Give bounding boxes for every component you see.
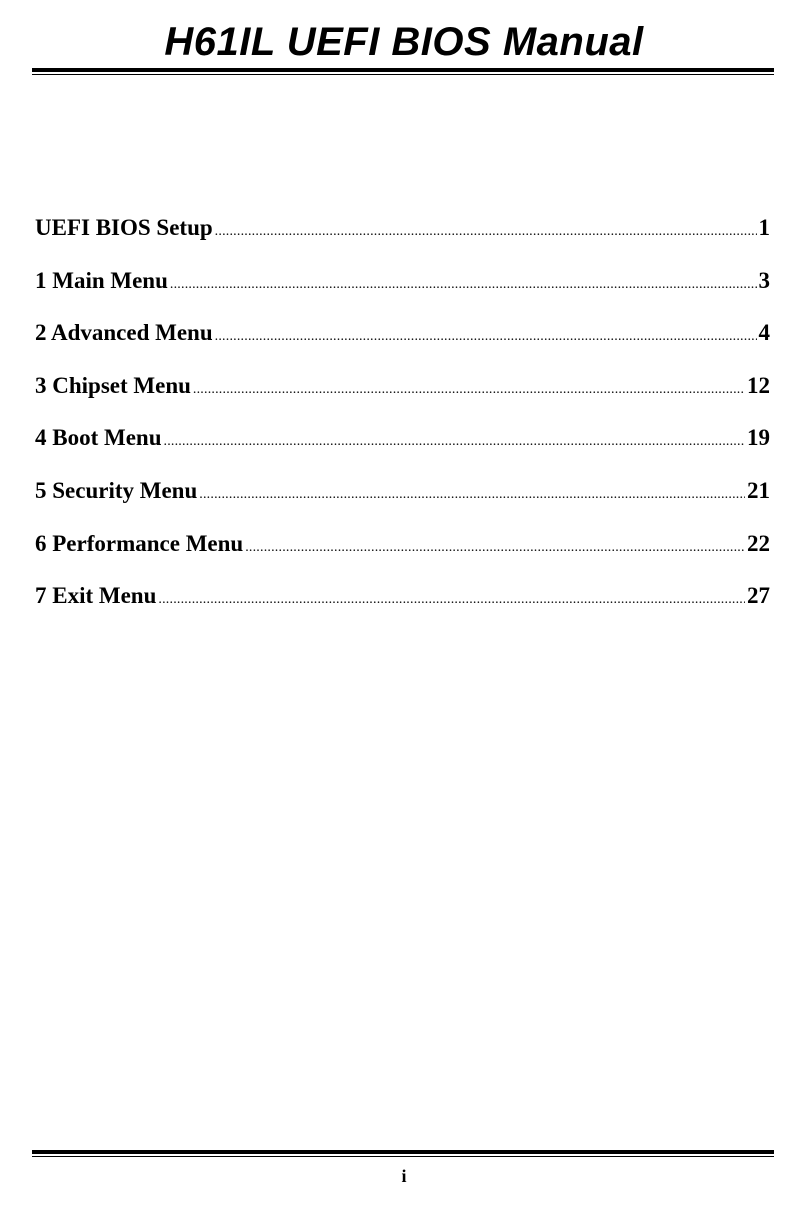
toc-entry-page: 3 [758,267,770,293]
toc-entry-page: 21 [747,477,770,503]
table-of-contents [35,208,770,629]
page-number: i [401,1166,407,1186]
toc-entry-page: 22 [747,530,770,556]
toc-entry-label: 5 Security Menu [35,477,198,503]
toc-entry-boot-menu[interactable] [35,418,770,471]
toc-entry-label: 4 Boot Menu [35,425,162,451]
toc-entry-main-menu[interactable] [35,261,770,314]
toc-entry-page: 19 [747,425,770,451]
toc-entry-performance-menu[interactable] [35,524,770,577]
toc-entry-exit-menu[interactable] [35,576,770,629]
header-rule [32,68,774,72]
toc-entry-label: 6 Performance Menu [35,530,244,556]
page-title: H61IL UEFI BIOS Manual [164,20,644,64]
footer-rule-thin [32,1156,774,1157]
footer-rule [32,1150,774,1154]
toc-entry-page: 4 [758,320,770,346]
toc-entry-uefi-bios-setup[interactable] [35,208,770,261]
toc-entry-label: 1 Main Menu [35,267,168,293]
toc-entry-page: 12 [747,372,770,398]
toc-entry-label: 2 Advanced Menu [35,320,213,346]
toc-entry-chipset-menu[interactable] [35,366,770,419]
toc-entry-page: 27 [747,583,770,609]
toc-dot-leader [170,265,757,305]
toc-entry-label: UEFI BIOS Setup [35,215,213,240]
toc-entry-label: 3 Chipset Menu [35,372,191,398]
header-rule-thin [32,74,774,75]
toc-dot-leader [164,422,746,462]
toc-dot-leader [245,528,745,568]
toc-dot-leader [215,317,757,357]
toc-entry-security-menu[interactable] [35,471,770,524]
toc-entry-advanced-menu[interactable] [35,313,770,366]
toc-entry-label: 7 Exit Menu [35,583,157,609]
toc-dot-leader [215,212,757,252]
toc-dot-leader [158,580,745,620]
toc-dot-leader [193,370,745,410]
toc-dot-leader [199,475,745,515]
toc-entry-page: 1 [758,215,770,240]
